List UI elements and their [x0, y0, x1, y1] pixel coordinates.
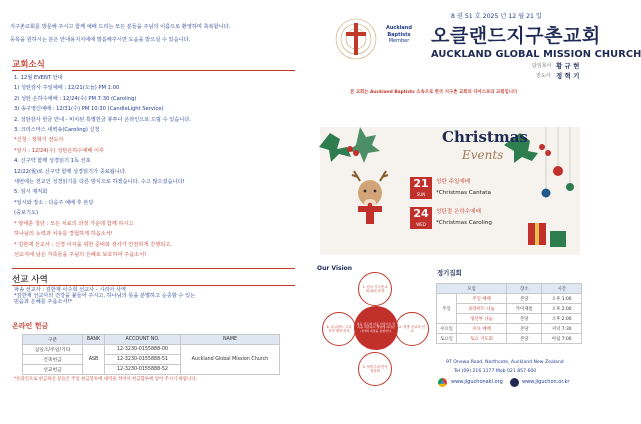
giving-account: 12-3230-0155888-51 [105, 355, 181, 365]
evangelist-role: 전도사 [536, 73, 551, 79]
welcome-line: 등록을 원하시는 분은 안내용지지에에 말씀해주시면 도움을 받으실 수 있습니다. [10, 36, 191, 43]
mission-divider-top [12, 268, 295, 269]
browser-icon-center [441, 381, 444, 384]
schedule-place: 카미제룸 [507, 304, 542, 314]
giving-table [22, 334, 280, 375]
schedule-meeting: 솔라미트 나눔 [457, 304, 507, 314]
news-line: *신청 : 정혁기 전도사 [14, 137, 64, 144]
table-row [23, 345, 280, 355]
mission-body [14, 288, 195, 306]
news-line: (중보기도) [14, 210, 39, 217]
church-logo-icon [334, 17, 378, 61]
event-item [410, 207, 492, 229]
news-line: 1. 12월 EVENT 안내 [14, 75, 63, 81]
table-row [437, 304, 582, 314]
schedule-time: 아침 7:00 [542, 334, 582, 344]
giving-col-type: 구분 [23, 335, 83, 345]
giving-note: *온라인으로 헌금하신 분들은 주일 헌금봉투에 내역을 적어서 헌금함투에 넣어 주시기 바랍니다. [14, 377, 197, 382]
news-line: 새번에는 전교인 성경읽기를 다른 방식으로 하겠습니다. 수고 많으셨습니다! [14, 179, 185, 186]
schedule-col-meeting: 모임 [437, 284, 507, 294]
schedule-meeting: 주일 예배 [457, 294, 507, 304]
news-line: 5. 임시 제직회 [14, 189, 48, 196]
schedule-time: 오후 2:00 [542, 304, 582, 314]
news-line: 12/22(월)로 신구약 함께 성경읽기가 종료됩니다. [14, 168, 127, 175]
event-day-badge [410, 207, 432, 229]
news-line: 3. 크리스마스 새벽송(Caroling) 신청 [14, 127, 100, 134]
schedule-time: 저녁 7:30 [542, 324, 582, 334]
giving-col-bank: BANK [83, 335, 105, 345]
news-line: 2. 성탄감사 헌금 안내 - 비치된 특별헌금 봉투나 온라인으로 드릴 수 있습니다. [14, 116, 191, 123]
mission-heading: 선교 사역 [12, 275, 48, 285]
schedule-place: 본당 [507, 314, 542, 324]
mission-divider [12, 285, 295, 286]
giving-name: Auckland Global Mission Church [181, 345, 280, 375]
vision-center: 복음 전도와 이웃 사랑으로 민족을 치유하고 열방에 하나님 나라의 비전을 실현한다. [354, 306, 398, 350]
table-row [437, 334, 582, 344]
news-line: 1) 성탄감사 주일예배 : 12/21(오늘) PM 1:00 [14, 85, 120, 92]
vision-circle: 3. 북미주의 민족 복음화 [358, 352, 392, 386]
vision-circle: 4. 오클랜드 고유지역 제자 양육 [322, 312, 356, 346]
giving-col-name: NAME [181, 335, 280, 345]
table-row [437, 314, 582, 324]
affiliation-note: 본 교회는 Auckland Baptists 소속으로 한국 지구촌 교회의 디아스포라 교회입니다 [350, 90, 518, 95]
giving-type: 선교헌금 [23, 365, 83, 375]
news-divider [12, 70, 295, 71]
news-line: * 양세훈 청년 : 모든 치료의 과정 가운데 함께 하시고 [14, 220, 134, 227]
schedule-meeting: 토요 기도회 [457, 334, 507, 344]
event-name-kr: 성탄 주일예배 [436, 179, 471, 185]
event-weekday: SUN [416, 192, 426, 197]
news-line: 선교지에 남은 가족들을 주님의 은혜로 보호하여 주옵소서! [14, 251, 147, 258]
issue-date: 8 권 51 호 2025 년 12 월 21 일 [451, 13, 542, 20]
giving-col-account: ACCOUNT NO. [105, 335, 181, 345]
event-day: 24 [413, 207, 429, 220]
news-line: 3) 송구영신예배 : 12/31(수) PM 10:30 (CandleLight Service) [14, 106, 164, 113]
vision-circle: 1. 한국 지구촌교회 와의 동역 [358, 272, 392, 306]
evangelist-name: 정 혁 기 [556, 72, 580, 80]
event-day: 21 [413, 177, 429, 190]
schedule-day: 수요일 [437, 324, 457, 334]
mission-line: *김한재 선교사의 건강을 붙들어 주시고, 하나님의 뜻을 분별하고 순종할 수 있는 [14, 292, 196, 299]
event-item [410, 177, 491, 199]
schedule-meeting: 수요 예배 [457, 324, 507, 334]
giving-type: 건축헌금 [23, 355, 83, 365]
schedule-header-row [437, 284, 582, 294]
pastor-name: 황 규 현 [556, 62, 580, 70]
giving-heading: 온라인 헌금 [12, 322, 49, 330]
event-name-en: *Christmas Caroling [436, 220, 492, 226]
pastor-role: 담임목사 [532, 63, 552, 69]
event-subtitle: Events [462, 148, 504, 162]
news-line: 4. 신구약 함께 성경읽기 1독 선포 [14, 158, 91, 165]
mission-line: 믿음과 은혜를 주옵소서!* [14, 298, 73, 305]
news-line: 2) 성탄 은하수예배 : 12/24(수) PM 7:30 (Caroling) [14, 95, 137, 102]
news-heading: 교회소식 [12, 60, 45, 70]
schedule-place: 본당 [507, 324, 542, 334]
news-line: *일시와 장소 : 다음주 예배 후 본당 [14, 199, 94, 206]
event-name-kr: 성탄절 은하수예배 [436, 209, 482, 215]
church-address: 97 Onewa Road, Northcote, Auckland New Zealand [446, 360, 564, 365]
church-title-en: AUCKLAND GLOBAL MISSION CHURCH [431, 49, 641, 60]
baptist-line: Auckland [386, 25, 412, 31]
event-day-badge [410, 177, 432, 199]
news-line: * 김한재 선교사 : 신경 이식을 위한 준비와 검사가 안전하게 진행되고, [14, 241, 172, 248]
news-list [14, 73, 299, 260]
schedule-place: 본당 [507, 334, 542, 344]
vision-diagram [322, 272, 430, 390]
website-link[interactable]: www.jiguchonakl.org [451, 379, 503, 385]
baptist-line: Member [388, 38, 410, 44]
vision-heading: Our Vision [317, 265, 353, 272]
table-row [437, 324, 582, 334]
website-link[interactable]: www.jiguchon.or.kr [522, 379, 570, 385]
schedule-time: 오후 2:00 [542, 314, 582, 324]
schedule-time: 오후 1:00 [542, 294, 582, 304]
schedule-col-place: 장소 [507, 284, 542, 294]
giving-account: 12-3230-0155888-00 [105, 345, 181, 355]
schedule-meeting: 청년부 나눔 [457, 314, 507, 324]
vision-circle: 2. 열방 선교의 선교 [395, 312, 429, 346]
event-weekday: WED [416, 222, 426, 227]
mission-line: 파송 선교사 : 김한재 이수희 선교사 - 시리아 사역 [14, 287, 127, 293]
schedule-heading: 정기집회 [437, 269, 462, 277]
event-name-en: *Christmas Cantata [436, 190, 491, 196]
giving-bank: ASB [83, 345, 105, 375]
schedule-day: 주일 [437, 294, 457, 324]
giving-type: 십일조/주일/기타 [23, 345, 83, 355]
table-row [437, 294, 582, 304]
church-phone: Tel (09) 216 1177 Mob 021 857 600 [454, 369, 537, 374]
baptist-line: Baptists [387, 31, 411, 38]
welcome-line: 지구촌교회를 방문해 주시고 함께 예배 드리는 모든 분들을 주님의 이름으로 환영하며 축복합니다. [10, 24, 231, 30]
news-line: *일시 : 12/24(수) 성탄은하수예배 이후 [14, 147, 105, 154]
giving-header-row [23, 335, 280, 345]
schedule-place: 본당 [507, 294, 542, 304]
event-title: Christmas [442, 128, 528, 146]
church-title-kr: 오클랜드지구촌교회 [431, 25, 601, 47]
news-line: 하나님의 능력과 치유를 경험하게 하옵소서! [14, 231, 113, 238]
schedule-day: 토요일 [437, 334, 457, 344]
baptist-badge [386, 25, 412, 45]
schedule-table [436, 283, 582, 344]
schedule-col-time: 시간 [542, 284, 582, 294]
giving-account: 12-3230-0155888-52 [105, 365, 181, 375]
globe-icon [510, 378, 519, 387]
welcome-message [10, 25, 295, 51]
christmas-event-card [320, 127, 580, 255]
